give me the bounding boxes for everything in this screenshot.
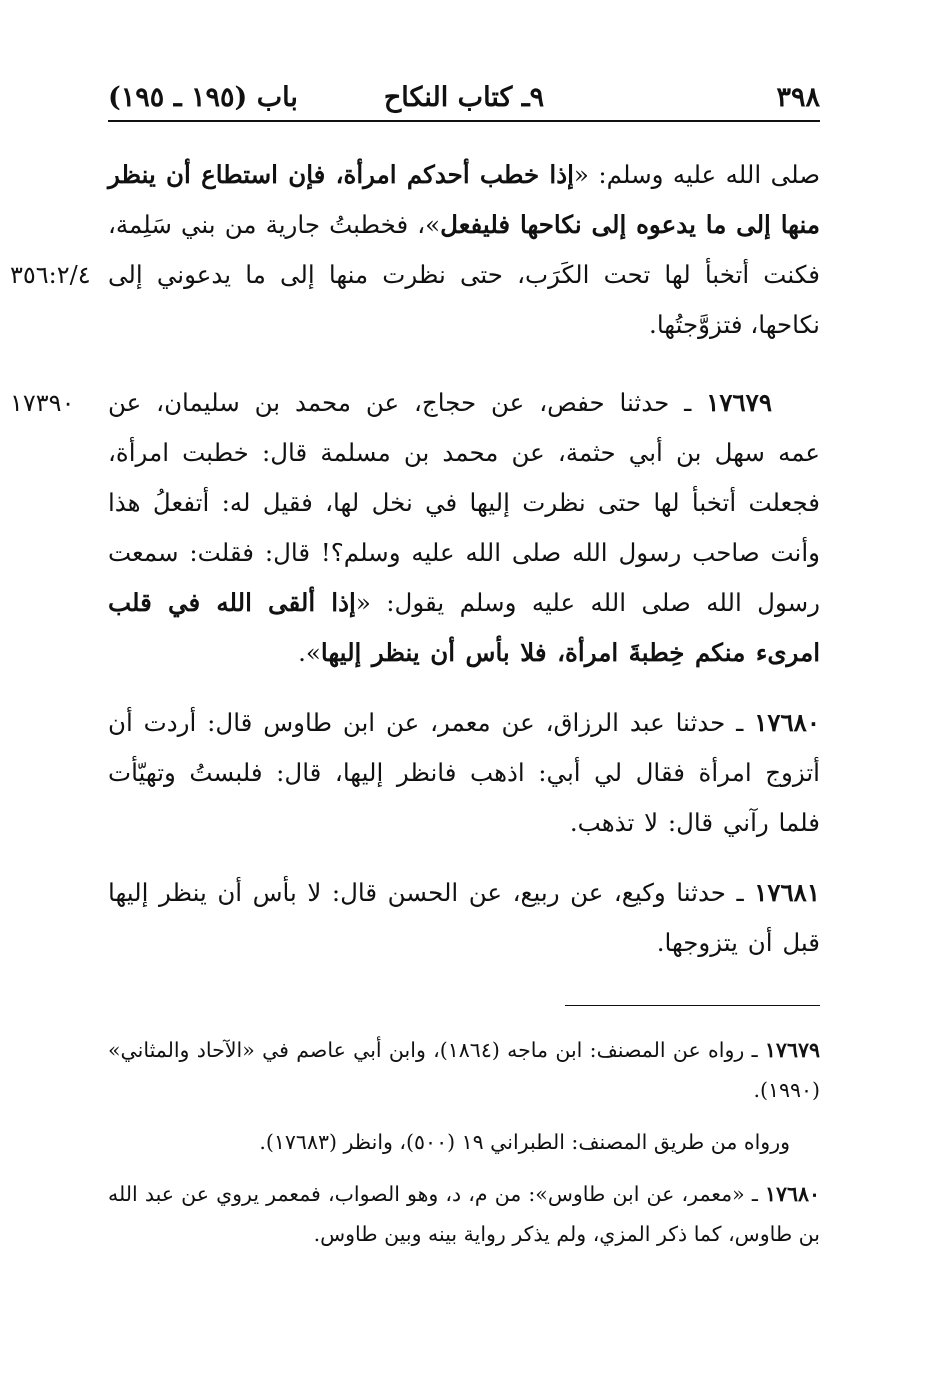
page-number: ٣٩٨: [776, 82, 820, 113]
hadith-number: ١٧٦٧٩: [706, 388, 772, 417]
footnote-number: ١٧٦٨٠: [764, 1182, 820, 1206]
quoted-hadith: إذا خطب أحدكم امرأة، فإن استطاع أن ينظر منها إلى ما يدعوه إلى نكاحها فليفعل: [108, 160, 820, 239]
book-title: ٩ـ كتاب النكاح: [383, 82, 545, 113]
footnote: ورواه من طريق المصنف: الطبراني ١٩ (٥٠٠)، وانظر (١٧٦٨٣).: [259, 1130, 790, 1154]
hadith-number: ١٧٦٨١: [754, 878, 820, 907]
hadith-number: ١٧٦٨٠: [754, 708, 820, 737]
hadith-17680: ١٧٦٨٠ ـ حدثنا عبد الرزاق، عن معمر، عن ابن طاوس قال: أردت أن أتزوج امرأة فقال لي أبي: اذهب فانظر إليها، قال: فلبستُ وتهيّأت فلما رآني قال: لا تذهب.: [108, 708, 820, 837]
hadith-17681: ١٧٦٨١ ـ حدثنا وكيع، عن ربيع، عن الحسن قال: لا بأس أن ينظر إليها قبل أن يتزوجها.: [108, 878, 820, 957]
margin-reference: ١٧٣٩٠: [10, 389, 75, 417]
header-rule: [108, 120, 820, 122]
footnote: ١٧٦٨٠ ـ «معمر، عن ابن طاوس»: من م، د، وهو الصواب، فمعمر يروي عن عبد الله بن طاوس، كما ذكر المزي، ولم يذكر رواية بينه وبين طاوس.: [108, 1182, 820, 1246]
footnote: ١٧٦٧٩ ـ رواه عن المصنف: ابن ماجه (١٨٦٤)، وابن أبي عاصم في «الآحاد والمثاني» (١٩٩٠).: [108, 1038, 820, 1102]
section-range: باب (١٩٥ ـ ١٩٥): [108, 82, 298, 113]
footnotes: [108, 1030, 820, 1266]
footnote-number: ١٧٦٧٩: [764, 1038, 820, 1062]
hadith-17679: ١٧٦٧٩ ـ حدثنا حفص، عن حجاج، عن محمد بن سليمان، عن عمه سهل بن أبي حثمة، عن محمد بن مسلمة قال: خطبت امرأة، فجعلت أتخبأ لها حتى نظرت إليها في نخل لها، فقيل له: أتفعلُ هذا وأنت صاحب رسول الله صلى الله عليه وسلم؟! قال: فقلت: سمعت رسول الله صلى الله عليه وسلم يقول: «إذا ألقى الله في قلب امرىء منكم خِطبةَ امرأة، فلا بأس أن ينظر إليها».: [108, 388, 820, 667]
footnote-separator: [565, 1005, 820, 1006]
margin-reference: ٣٥٦:٢/٤: [10, 261, 91, 289]
continuation-paragraph: صلى الله عليه وسلم: «إذا خطب أحدكم امرأة، فإن استطاع أن ينظر منها إلى ما يدعوه إلى نكاحها فليفعل»، فخطبتُ جارية من بني سَلِمة، فكنت أتخبأ لها تحت الكَرَب، حتى نظرت منها إلى ما يدعوني إلى نكاحها، فتزوَّجتُها.: [108, 160, 820, 339]
running-header: [108, 78, 820, 118]
quoted-hadith: إذا ألقى الله في قلب امرىء منكم خِطبةَ امرأة، فلا بأس أن ينظر إليها: [108, 588, 820, 667]
